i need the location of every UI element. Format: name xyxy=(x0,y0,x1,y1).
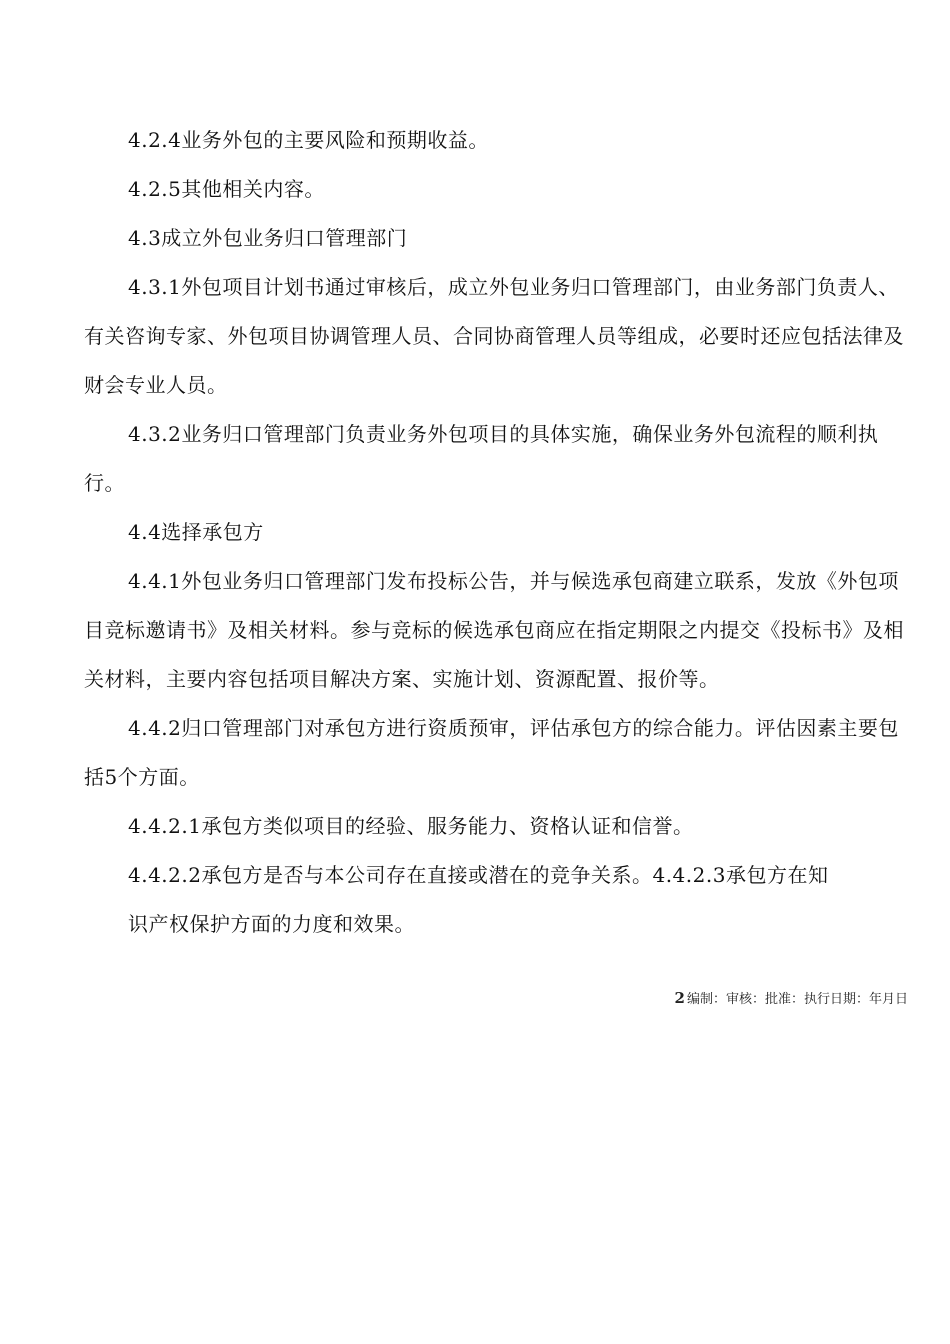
paragraph-4-4-2-3-continued: 识产权保护方面的力度和效果。 xyxy=(128,912,415,936)
page-footer xyxy=(675,988,908,1010)
paragraph-4-3-2: 4.3.2业务归口管理部门负责业务外包项目的具体实施，确保业务外包流程的顺利执行。 xyxy=(84,422,879,495)
page-number: 2 xyxy=(674,989,685,1007)
paragraph-4-4-2: 4.4.2归口管理部门对承包方进行资质预审，评估承包方的综合能力。评估因素主要包括5个方面。 xyxy=(84,716,899,789)
heading-4-4: 4.4选择承包方 xyxy=(128,520,264,544)
footer-approval-text: 编制：审核：批准：执行日期：年月日 xyxy=(686,992,908,1007)
paragraph-4-4-1: 4.4.1外包业务归口管理部门发布投标公告，并与候选承包商建立联系，发放《外包项目竞标邀请书》及相关材料。参与竞标的候选承包商应在指定期限之内提交《投标书》及相关材料，主要内容包括项目解决方案、实施计划、资源配置、报价等。 xyxy=(84,569,904,691)
paragraph-4-3-1: 4.3.1外包项目计划书通过审核后，成立外包业务归口管理部门，由业务部门负责人、有关咨询专家、外包项目协调管理人员、合同协商管理人员等组成，必要时还应包括法律及财会专业人员。 xyxy=(84,275,904,397)
paragraph-4-4-2-1: 4.4.2.1承包方类似项目的经验、服务能力、资格认证和信誉。 xyxy=(128,814,694,838)
paragraph-4-2-4: 4.2.4业务外包的主要风险和预期收益。 xyxy=(128,128,489,152)
document-body xyxy=(84,116,918,949)
paragraph-4-2-5: 4.2.5其他相关内容。 xyxy=(128,177,325,201)
paragraph-4-4-2-2: 4.4.2.2承包方是否与本公司存在直接或潜在的竞争关系。4.4.2.3承包方在知 xyxy=(128,863,829,887)
heading-4-3: 4.3成立外包业务归口管理部门 xyxy=(128,226,408,250)
